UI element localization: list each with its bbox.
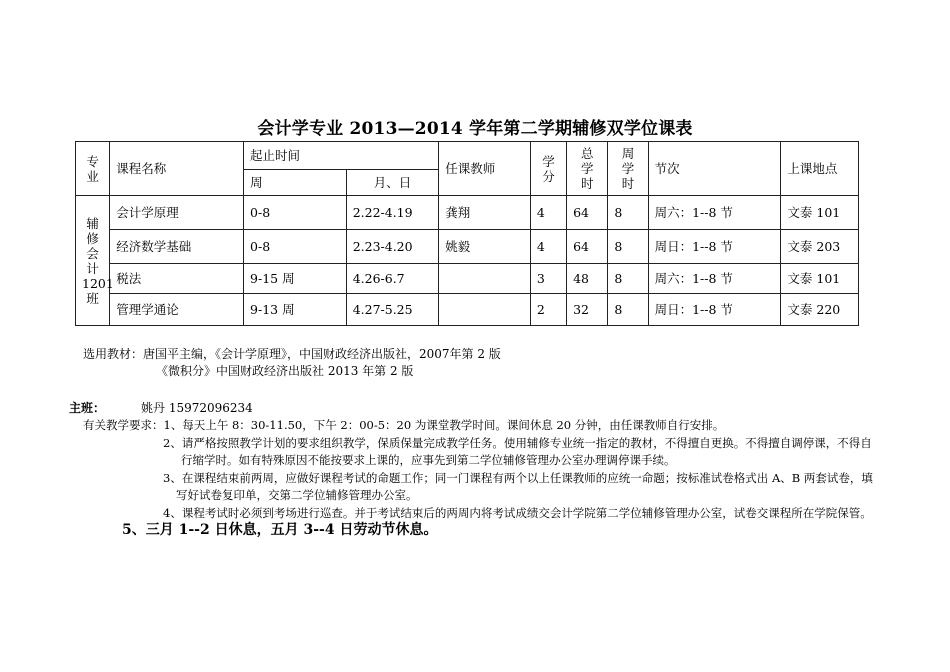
header-row [76, 142, 859, 170]
credit: 3 [530, 264, 566, 294]
major-label-char: 计 [86, 260, 99, 276]
requirement-2-line-2: 行缩学时。如有特殊原因不能按要求上课的，应事先到第二学位辅修管理办公室办理调停课手续。 [181, 453, 676, 467]
major-header-text-char: 业 [86, 168, 99, 184]
major-label-char: 修 [86, 230, 99, 246]
major-label-char: 1201 [82, 275, 114, 291]
week-range: 0-8 [244, 196, 347, 230]
week-header: 周 [244, 170, 347, 196]
major-label-char: 辅 [86, 215, 99, 231]
total-hours-header-text [573, 146, 601, 191]
weekly-hours-header-text-char: 周 [621, 146, 635, 161]
schedule-table [75, 141, 859, 326]
weekly-hours: 8 [608, 294, 648, 326]
date-range: 4.27-5.25 [346, 294, 439, 326]
date-range: 2.23-4.20 [346, 230, 439, 264]
requirement-2-line-1: 2、请严格按照教学计划的要求组织教学，保质保量完成教学任务。使用辅修专业统一指定的教材，不得擅自更换。不得擅自调停课，不得自 [163, 436, 872, 450]
major-label-char: 会 [86, 245, 99, 261]
major-label [82, 215, 114, 306]
session: 周日：1--8 节 [648, 294, 781, 326]
major-cell [76, 196, 114, 326]
credit-header-text-char: 学 [542, 153, 555, 169]
teacher: 姚毅 [439, 230, 531, 264]
month-day-header: 月、日 [346, 170, 439, 196]
total-hours-header [567, 142, 608, 196]
week-range: 9-15 周 [244, 264, 347, 294]
teacher-header: 任课教师 [439, 142, 531, 196]
total-hours-header-text-char: 时 [580, 176, 594, 191]
total-hours: 32 [567, 294, 608, 326]
weekly-hours-header-text [614, 146, 641, 191]
requirement-5: 5、三月 1--2 日休息，五月 3--4 日劳动节休息。 [122, 522, 438, 538]
major-header-text [82, 154, 103, 184]
session: 周六：1--8 节 [648, 264, 781, 294]
teacher: 龚翔 [439, 196, 531, 230]
course-name: 经济数学基础 [110, 230, 244, 264]
course-header: 课程名称 [110, 142, 244, 196]
requirement-4: 4、课程考试时必须到考场进行巡查。并于考试结束后的两周内将考试成绩交会计学院第二学位辅修管理办公室，试卷交课程所在学院保管。 [163, 506, 872, 520]
total-hours: 64 [567, 196, 608, 230]
location: 文泰 101 [781, 264, 859, 294]
credit-header [530, 142, 566, 196]
location: 文泰 203 [781, 230, 859, 264]
weekly-hours: 8 [608, 264, 648, 294]
total-hours-header-text-char: 学 [580, 161, 594, 176]
table-row [76, 196, 859, 230]
course-name: 税法 [110, 264, 244, 294]
table-row [76, 294, 859, 326]
textbooks-line-2: 《微积分》中国财政经济出版社 2013 年第 2 版 [156, 364, 414, 378]
credit: 4 [530, 196, 566, 230]
weekly-hours: 8 [608, 230, 648, 264]
page-title: 会计学专业 2013—2014 学年第二学期辅修双学位课表 [257, 119, 693, 139]
table-row [76, 264, 859, 294]
session: 周日：1--8 节 [648, 230, 781, 264]
credit-header-text-char: 分 [542, 168, 555, 184]
requirement-3-line-2: 写好试卷复印单，交第二学位辅修管理办公室。 [176, 488, 418, 502]
location: 文泰 101 [781, 196, 859, 230]
location-header: 上课地点 [781, 142, 859, 196]
date-range: 2.22-4.19 [346, 196, 439, 230]
weekly-hours: 8 [608, 196, 648, 230]
session: 周六：1--8 节 [648, 196, 781, 230]
weekly-hours-header-text-char: 时 [621, 176, 635, 191]
total-hours: 64 [567, 230, 608, 264]
weekly-hours-header [608, 142, 648, 196]
weekly-hours-header-text-char: 学 [621, 161, 635, 176]
date-range: 4.26-6.7 [346, 264, 439, 294]
major-header [76, 142, 110, 196]
teacher [439, 264, 531, 294]
course-name: 管理学通论 [110, 294, 244, 326]
location: 文泰 220 [781, 294, 859, 326]
credit: 2 [530, 294, 566, 326]
teacher [439, 294, 531, 326]
week-range: 9-13 周 [244, 294, 347, 326]
credit: 4 [530, 230, 566, 264]
table-row [76, 230, 859, 264]
total-hours-header-text-char: 总 [580, 146, 594, 161]
session-header: 节次 [648, 142, 781, 196]
week-range: 0-8 [244, 230, 347, 264]
period-header: 起止时间 [244, 142, 439, 170]
requirements-intro: 有关教学要求：1、每天上午 8：30-11.50，下午 2：00-5：20 为课堂教学时间。课间休息 20 分钟，由任课教师自行安排。 [83, 418, 725, 432]
requirement-3-line-1: 3、在课程结束前两周，应做好课程考试的命题工作；同一门课程有两个以上任课教师的应统一命题；按标准试卷格式出 A、B 两套试卷，填 [163, 471, 873, 485]
major-header-text-char: 专 [86, 153, 99, 169]
credit-header-text [537, 154, 560, 184]
total-hours: 48 [567, 264, 608, 294]
contact-label: 主班： [69, 401, 106, 415]
contact-value: 姚丹 15972096234 [141, 401, 253, 415]
textbooks-line-1: 选用教材：唐国平主编，《会计学原理》，中国财政经济出版社，2007年第 2 版 [83, 347, 501, 361]
major-label-char: 班 [86, 290, 99, 306]
course-name: 会计学原理 [110, 196, 244, 230]
